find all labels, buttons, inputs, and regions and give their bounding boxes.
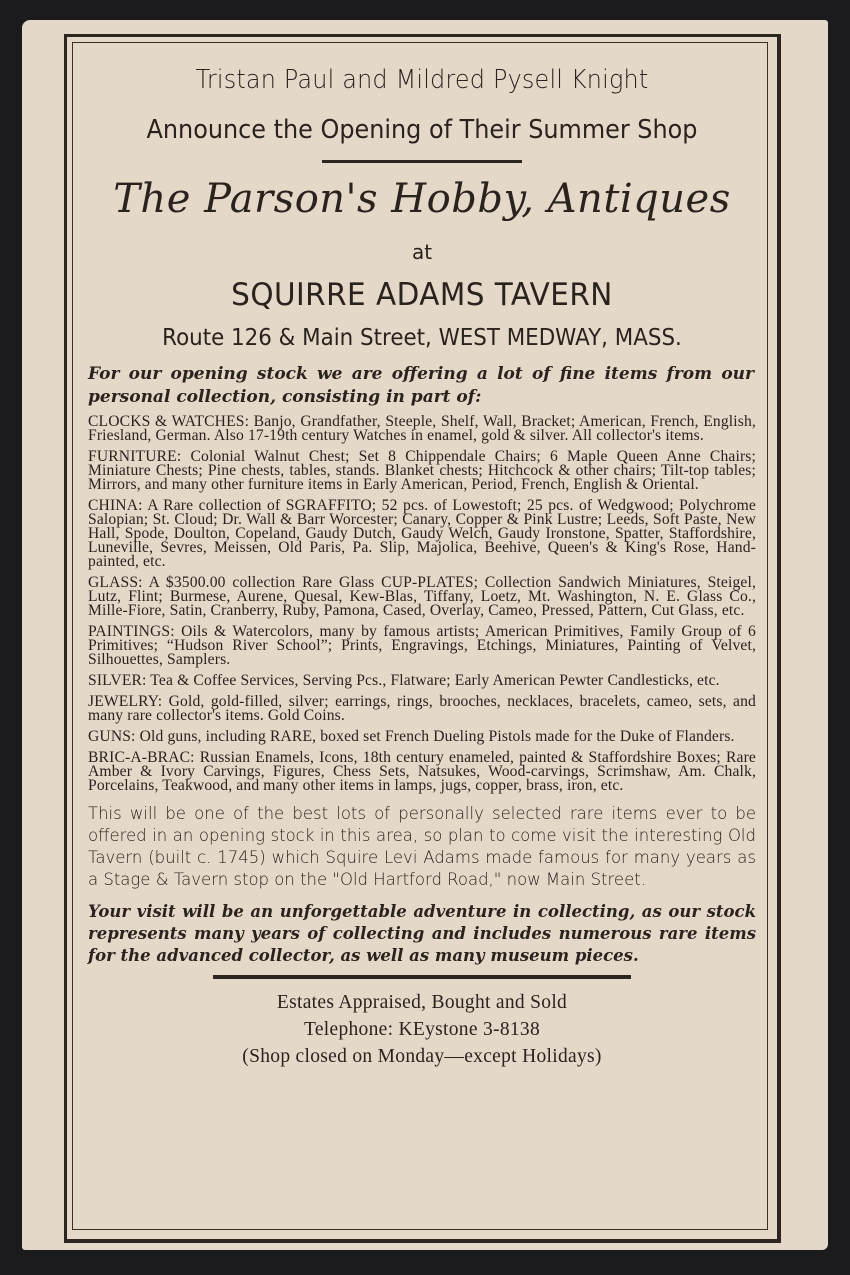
announcement-card (22, 20, 828, 1250)
item-category: SILVER: (88, 672, 147, 689)
shop-name: The Parson's Hobby, Antiques (113, 176, 731, 222)
item-bric-a-brac (88, 751, 756, 793)
item-text: A $3500.00 collection Rare Glass CUP-PLATES; Collection Sandwich Miniatures, Steigel, Lutz, Flint; Burmese, Aurene, Quesal, Kew-Blas, Tiffany, Loetz, Mt. Washington, N. E. Glass Co., Mille-Fiore, Satin, Cranberry, Ruby, Pamona, Cased, Overlay, Cameo, Pressed, Pattern, Cut Glass, etc. (88, 574, 756, 619)
item-category: JEWELRY: (88, 693, 163, 710)
item-text: Old guns, including RARE, boxed set French Dueling Pistols made for the Duke of Flanders. (135, 728, 735, 745)
at-label: at (411, 240, 433, 264)
announcement-content (88, 56, 756, 1070)
item-text: Colonial Walnut Chest; Set 8 Chippendale Chairs; 6 Maple Queen Anne Chairs; Miniature Chests; Pine chests, tables, stands. Blanket chests; Hitchcock & other chairs; Tilt-top tables; Mirrors, and many other furniture items in Early American, Period, French, English & Oriental. (88, 448, 756, 493)
services-line: Estates Appraised, Bought and Sold (276, 992, 568, 1013)
item-clocks-watches (88, 415, 756, 443)
item-text: Tea & Coffee Services, Serving Pcs., Flatware; Early American Pewter Candlesticks, etc. (146, 672, 720, 689)
tavern-paragraph: This will be one of the best lots of personally selected rare items ever to be offered in an opening stock in this area, so plan to come visit the interesting Old Tavern (built c. 1745) which Squire Levi Adams made famous for many years as a Stage & Tavern stop on the "Old Hartford Road," now Main Street. (88, 804, 756, 889)
item-category: FURNITURE: (88, 448, 182, 465)
closing-paragraph: Your visit will be an unforgettable adventure in collecting, as our stock represents many years of collecting and includes numerous rare items for the advanced collector, as well as many museum pieces. (88, 902, 756, 965)
top-divider (322, 160, 522, 163)
footer (88, 989, 756, 1070)
item-category: CHINA: (88, 497, 143, 514)
item-glass (88, 576, 756, 618)
item-category: GLASS: (88, 574, 143, 591)
item-list (88, 415, 756, 793)
item-category: CLOCKS & WATCHES: (88, 413, 250, 430)
item-text: Banjo, Grandfather, Steeple, Shelf, Wall, Bracket; American, French, English, Friesland, German. Also 17-19th century Watches in enamel, gold & silver. All collector's items. (88, 413, 756, 444)
item-category: GUNS: (88, 728, 136, 745)
announcers-line: Tristan Paul and Mildred Pysell Knight (195, 65, 649, 95)
telephone-line: Telephone: KEystone 3-8138 (303, 1019, 541, 1040)
hours-line: (Shop closed on Monday—except Holidays) (242, 1046, 602, 1067)
bottom-divider (213, 975, 631, 979)
item-guns (88, 730, 756, 744)
item-category: PAINTINGS: (88, 623, 175, 640)
item-jewelry (88, 695, 756, 723)
venue-name: SQUIRRE ADAMS TAVERN (231, 277, 613, 313)
item-text: Russian Enamels, Icons, 18th century enameled, painted & Staffordshire Boxes; Rare Amber & Ivory Carvings, Figures, Chess Sets, Natsukes, Wood-carvings, Scrimshaw, Am. Chalk, Porcelains, Teakwood, and many other items in lamps, jugs, copper, brass, iron, etc. (88, 749, 756, 794)
item-paintings (88, 625, 756, 667)
item-text: Oils & Watercolors, many by famous artists; American Primitives, Family Group of 6 Primitives; “Hudson River School”; Prints, Engravings, Etchings, Miniatures, Painting of Velvet, Silhouettes, Samplers. (88, 623, 756, 668)
item-text: A Rare collection of SGRAFFITO; 52 pcs. of Lowestoft; 25 pcs. of Wedgwood; Polychrome Salopian; St. Cloud; Dr. Wall & Barr Worcester; Canary, Copper & Pink Lustre; Leeds, Soft Paste, New Hall, Spode, Doulton, Copeland, Gaudy Dutch, Gaudy Welch, Gaudy Ironstone, Spatter, Staffordshire, Luneville, Sevres, Meissen, Old Paris, Pa. Slip, Majolica, Beehive, Queen's & King's Rose, Hand-painted, etc. (88, 497, 756, 570)
item-china (88, 499, 756, 569)
item-furniture (88, 450, 756, 492)
item-category: BRIC-A-BRAC: (88, 749, 195, 766)
address-line: Route 126 & Main Street, WEST MEDWAY, MASS. (162, 325, 682, 351)
item-text: Gold, gold-filled, silver; earrings, rings, brooches, necklaces, bracelets, cameo, sets, and many rare collector's items. Gold Coins. (88, 693, 756, 724)
announcement-line: Announce the Opening of Their Summer Shop (146, 115, 698, 145)
item-silver (88, 674, 756, 688)
intro-paragraph: For our opening stock we are offering a lot of fine items from our personal collection, consisting in part of: (88, 364, 754, 407)
